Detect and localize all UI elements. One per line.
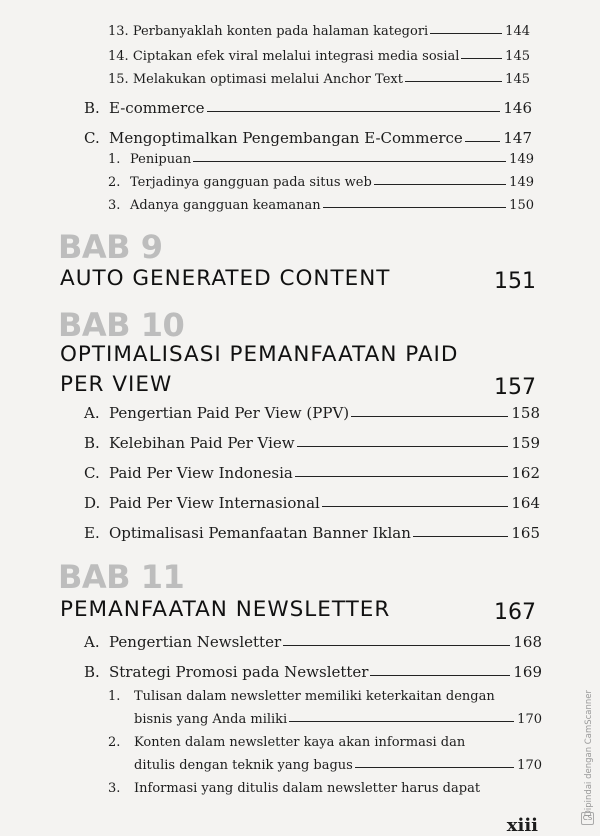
section-letter: B.	[84, 434, 100, 452]
toc-subitem-1-line1	[108, 689, 542, 704]
section-letter: A.	[84, 633, 100, 651]
section-letter: C.	[84, 129, 100, 147]
chapter-heading-bab11	[60, 597, 536, 625]
section-page: 164	[511, 494, 540, 512]
section-page: 158	[511, 404, 540, 422]
item-number: 3.	[108, 781, 121, 796]
section-title: Optimalisasi Pemanfaatan Banner Iklan	[109, 524, 411, 542]
section-title: Kelebihan Paid Per View	[109, 434, 295, 452]
toc-item-13	[108, 24, 530, 39]
section-page: 146	[503, 99, 532, 117]
toc-subitem-3-line1	[108, 781, 542, 796]
section-page: 165	[511, 524, 540, 542]
leader-line	[430, 33, 502, 34]
leader-line	[207, 111, 501, 112]
item-title-line2: ditulis dengan teknik yang bagus	[134, 758, 353, 773]
toc-section-e	[84, 524, 540, 542]
toc-section-c	[84, 464, 540, 482]
item-title-line2: bisnis yang Anda miliki	[134, 712, 288, 727]
leader-line	[323, 207, 507, 208]
leader-line	[295, 476, 509, 477]
item-title: Penipuan	[130, 152, 192, 167]
leader-line	[351, 416, 508, 417]
toc-item-15	[108, 72, 530, 87]
item-page: 150	[509, 198, 534, 213]
section-page: 162	[511, 464, 540, 482]
chapter-page: 157	[494, 375, 536, 400]
toc-section-c	[84, 129, 532, 147]
page-number: xiii	[506, 815, 538, 836]
leader-line	[465, 141, 501, 142]
leader-line	[405, 81, 502, 82]
item-page: 144	[505, 24, 530, 39]
item-page: 145	[505, 49, 530, 64]
item-title-line1: Konten dalam newsletter kaya akan informasi dan	[134, 735, 466, 750]
toc-subitem-2	[108, 175, 534, 190]
toc-section-b	[84, 99, 532, 117]
chapter-title: AUTO GENERATED CONTENT	[60, 266, 391, 291]
item-title: Perbanyaklah konten pada halaman kategori	[132, 24, 429, 39]
chapter-title-line1: OPTIMALISASI PEMANFAATAN PAID	[60, 342, 459, 367]
section-title: Pengertian Paid Per View (PPV)	[109, 404, 350, 422]
leader-line	[289, 721, 514, 722]
item-title: Ciptakan efek viral melalui integrasi media sosial	[132, 49, 460, 64]
item-page: 145	[505, 72, 530, 87]
section-letter: A.	[84, 404, 100, 422]
item-title: Adanya gangguan keamanan	[130, 198, 321, 213]
chapter-page: 167	[494, 600, 536, 625]
item-title-line1: Tulisan dalam newsletter memiliki keterkaitan dengan	[134, 689, 495, 704]
toc-item-14	[108, 49, 530, 64]
item-number: 15.	[108, 72, 129, 87]
section-page: 168	[513, 633, 542, 651]
section-letter: D.	[84, 494, 101, 512]
leader-line	[374, 184, 506, 185]
item-number: 1.	[108, 689, 121, 704]
leader-line	[355, 767, 514, 768]
item-number: 3.	[108, 198, 121, 213]
item-page: 170	[517, 712, 542, 727]
item-number: 14.	[108, 49, 129, 64]
section-title: Paid Per View Indonesia	[109, 464, 293, 482]
section-title: Paid Per View Internasional	[109, 494, 320, 512]
leader-line	[413, 536, 508, 537]
section-page: 147	[503, 129, 532, 147]
item-title: Melakukan optimasi melalui Anchor Text	[132, 72, 403, 87]
chapter-title-line2: PER VIEW	[60, 372, 173, 397]
item-title-line1: Informasi yang ditulis dalam newsletter harus dapat	[134, 781, 481, 796]
chapter-heading-bab10-line1	[60, 342, 536, 370]
chapter-heading-bab9	[60, 266, 536, 294]
leader-line	[193, 161, 506, 162]
leader-line	[283, 645, 510, 646]
section-letter: E.	[84, 524, 100, 542]
section-title: E-commerce	[109, 99, 205, 117]
toc-subitem-3	[108, 198, 534, 213]
leader-line	[461, 58, 502, 59]
section-page: 159	[511, 434, 540, 452]
item-number: 2.	[108, 175, 121, 190]
section-title: Pengertian Newsletter	[109, 633, 282, 651]
toc-subitem-2-line1	[108, 735, 542, 750]
item-number: 13.	[108, 24, 129, 39]
item-title: Terjadinya gangguan pada situs web	[130, 175, 372, 190]
toc-section-d	[84, 494, 540, 512]
section-letter: B.	[84, 663, 100, 681]
toc-section-a	[84, 633, 542, 651]
toc-subitem-1	[108, 152, 534, 167]
leader-line	[297, 446, 509, 447]
item-page: 149	[509, 175, 534, 190]
toc-section-b	[84, 434, 540, 452]
toc-subitem-2-line2	[134, 758, 542, 773]
toc-section-a	[84, 404, 540, 422]
section-page: 169	[513, 663, 542, 681]
chapter-title: PEMANFAATAN NEWSLETTER	[60, 597, 391, 622]
section-title: Strategi Promosi pada Newsletter	[109, 663, 369, 681]
chapter-page: 151	[494, 269, 536, 294]
chapter-label-bab11: BAB 11	[58, 558, 185, 596]
toc-section-b	[84, 663, 542, 681]
item-number: 2.	[108, 735, 121, 750]
chapter-heading-bab10-line2	[60, 372, 536, 400]
item-page: 149	[509, 152, 534, 167]
leader-line	[370, 675, 510, 676]
item-page: 170	[517, 758, 542, 773]
section-letter: C.	[84, 464, 100, 482]
camscanner-icon: CS	[581, 812, 594, 825]
leader-line	[322, 506, 509, 507]
toc-subitem-1-line2	[134, 712, 542, 727]
chapter-label-bab10: BAB 10	[58, 306, 185, 344]
item-number: 1.	[108, 152, 121, 167]
section-title: Mengoptimalkan Pengembangan E-Commerce	[109, 129, 463, 147]
section-letter: B.	[84, 99, 100, 117]
scanner-watermark: Dipindai dengan CamScanner	[584, 690, 594, 817]
chapter-label-bab9: BAB 9	[58, 228, 163, 266]
